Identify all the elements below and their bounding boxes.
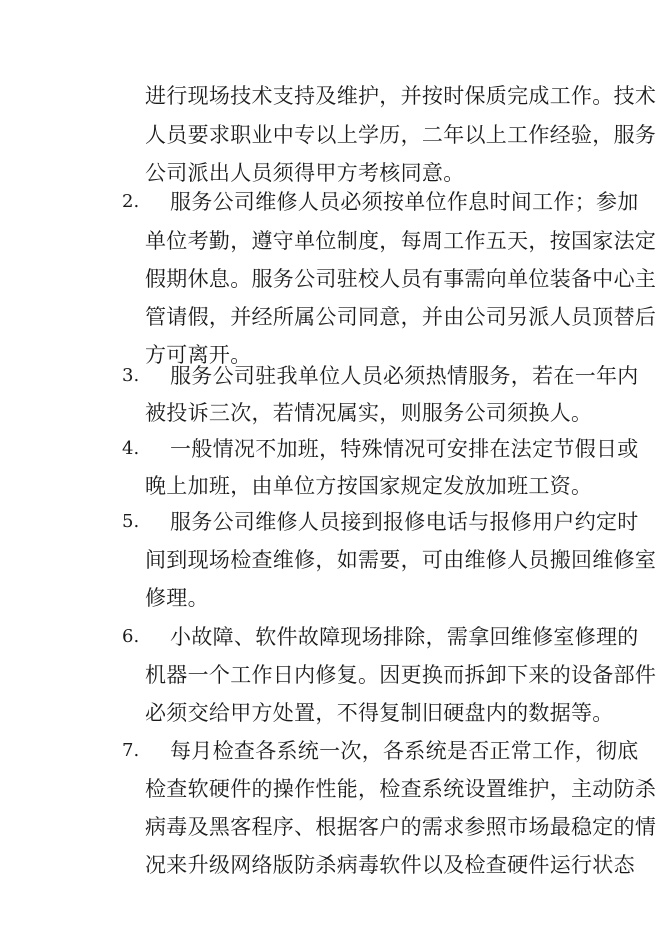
list-number: 5. [122, 511, 140, 532]
paragraph-line: 进行现场技术支持及维护，并按时保质完成工作。技术 [145, 84, 657, 108]
paragraph-line: 况来升级网络版防杀病毒软件以及检查硬件运行状态 [145, 853, 635, 877]
paragraph-line: 服务公司驻我单位人员必须热情服务，若在一年内 [170, 364, 639, 388]
paragraph-line: 公司派出人员须得甲方考核同意。 [145, 161, 465, 185]
list-number: 7. [122, 740, 140, 761]
paragraph-line: 晚上加班，由单位方按国家规定发放加班工资。 [145, 474, 593, 498]
list-number: 4. [122, 438, 140, 459]
paragraph-line: 方可离开。 [145, 343, 252, 367]
paragraph-line: 服务公司维修人员必须按单位作息时间工作；参加 [170, 190, 639, 214]
paragraph-line: 机器一个工作日内修复。因更换而拆卸下来的设备部件 [145, 663, 657, 687]
paragraph-line: 单位考勤，遵守单位制度，每周工作五天，按国家法定 [145, 229, 657, 253]
paragraph-line: 假期休息。服务公司驻校人员有事需向单位装备中心主 [145, 267, 657, 291]
paragraph-line: 被投诉三次，若情况属实，则服务公司须换人。 [145, 401, 593, 425]
paragraph-line: 必须交给甲方处置，不得复制旧硬盘内的数据等。 [145, 701, 614, 725]
list-number: 2. [122, 191, 140, 212]
paragraph-line: 人员要求职业中专以上学历，二年以上工作经验，服务 [145, 123, 657, 147]
paragraph-line: 检查软硬件的操作性能，检查系统设置维护，主动防杀 [145, 777, 657, 801]
paragraph-line: 每月检查各系统一次，各系统是否正常工作，彻底 [170, 739, 639, 763]
paragraph-line: 病毒及黑客程序、根据客户的需求参照市场最稳定的情 [145, 815, 657, 839]
list-number: 3. [122, 365, 140, 386]
paragraph-line: 一般情况不加班，特殊情况可安排在法定节假日或 [170, 437, 639, 461]
paragraph-line: 小故障、软件故障现场排除，需拿回维修室修理的 [170, 625, 639, 649]
list-number: 6. [122, 626, 140, 647]
paragraph-line: 服务公司维修人员接到报修电话与报修用户约定时 [170, 510, 639, 534]
paragraph-line: 间到现场检查维修，如需要，可由维修人员搬回维修室 [145, 548, 657, 572]
paragraph-line: 管请假，并经所属公司同意，并由公司另派人员顶替后 [145, 305, 657, 329]
paragraph-line: 修理。 [145, 586, 209, 610]
